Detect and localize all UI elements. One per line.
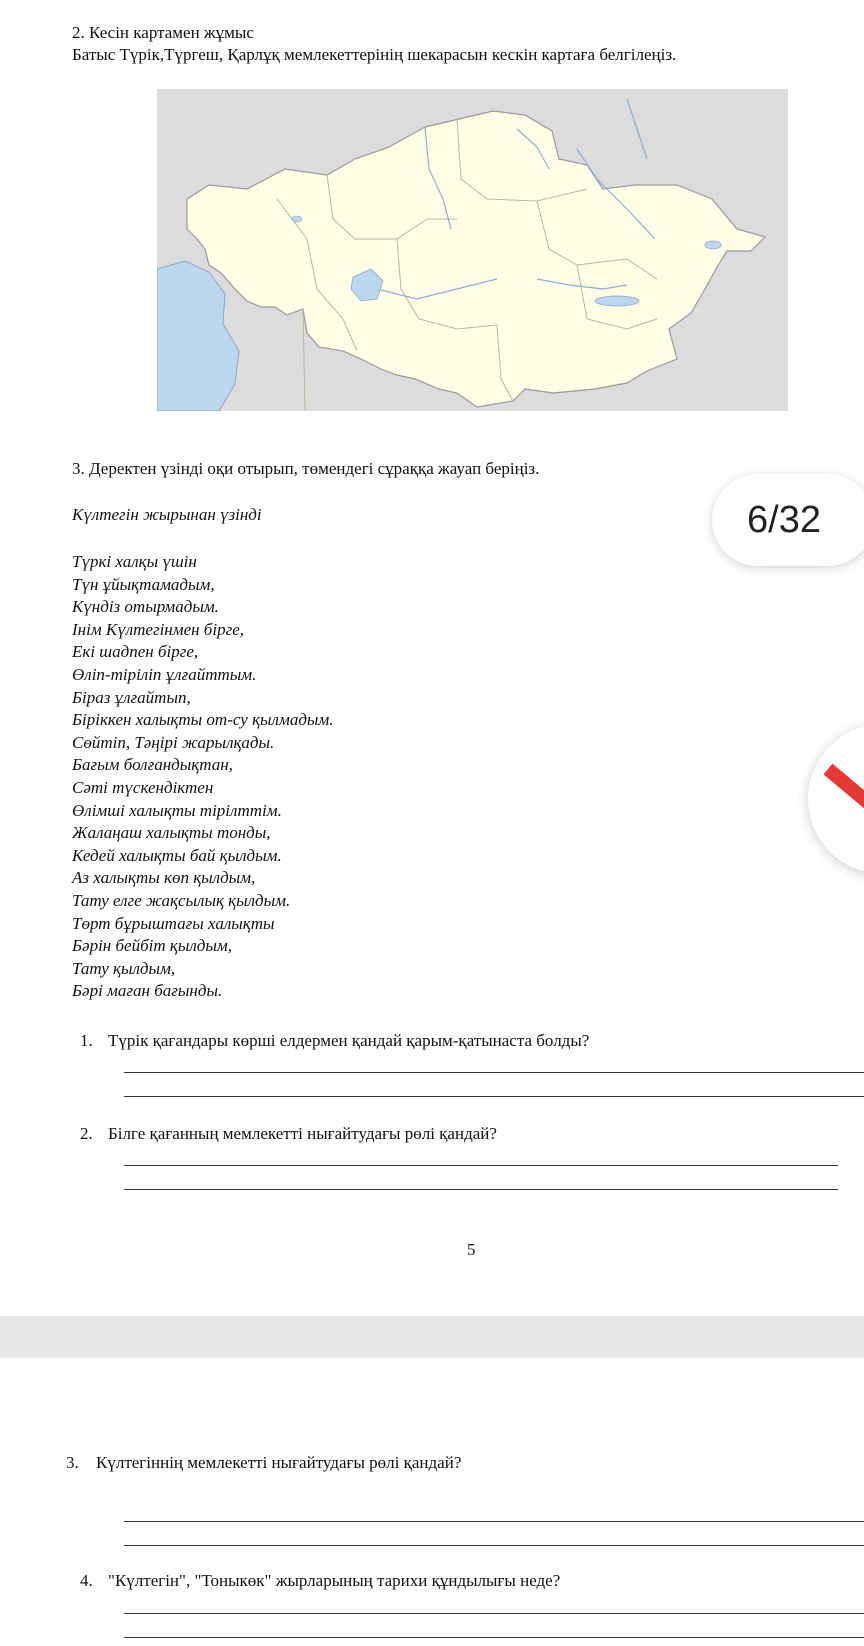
poem-line: Жалаңаш халықты тонды, (72, 823, 271, 843)
task2-heading: 2. Кесін картамен жұмыс (72, 23, 254, 42)
poem (72, 551, 334, 1003)
poem-line: Бәрі маған бағынды. (72, 981, 223, 1001)
contour-map (157, 89, 788, 411)
poem-line: Сөйтіп, Тәңірі жарылқады. (72, 732, 275, 752)
poem-line: Інім Күлтегінмен бірге, (72, 619, 245, 639)
answer-line[interactable] (124, 1545, 864, 1546)
poem-line: Тату қылдым, (72, 958, 176, 978)
question-number: 2. (80, 1124, 93, 1143)
poem-line: Түн ұйықтамадым, (72, 574, 215, 594)
poem-line: Өлімші халықты тірілттім. (72, 800, 282, 820)
poem-line: Өліп-тіріліп ұлғайттым. (72, 664, 257, 684)
poem-line: Біріккен халықты от-су қылмадым. (72, 710, 334, 730)
question-number: 1. (80, 1031, 93, 1050)
question-2-text: Білге қағанның мемлекетті нығайтудағы рөлі қандай? (108, 1124, 497, 1143)
page-number: 5 (467, 1240, 476, 1259)
poem-line: Екі шадпен бірге, (72, 642, 199, 662)
poem-title: Күлтегін жырынан үзінді (72, 505, 262, 524)
answer-line[interactable] (124, 1096, 864, 1097)
answer-line[interactable] (124, 1072, 864, 1073)
pencil-icon (824, 764, 864, 813)
poem-line: Бәрін бейбіт қылдым, (72, 936, 232, 956)
poem-line: Төрт бұрыштағы халықты (72, 913, 275, 933)
poem-line: Кедей халықты бай қылдым. (72, 845, 282, 865)
task3-heading: 3. Деректен үзінді оқи отырып, төмендегі сұраққа жауап беріңіз. (72, 459, 540, 478)
poem-line: Бағым болғандықтан, (72, 755, 233, 775)
page-separator (0, 1316, 864, 1358)
answer-line[interactable] (124, 1165, 838, 1166)
question-3-text: Күлтегіннің мемлекетті нығайтудағы рөлі қандай? (96, 1453, 462, 1472)
question-number: 4. (80, 1571, 93, 1590)
poem-line: Тату елге жақсылық қылдым. (72, 890, 291, 910)
lake-zaysan (705, 241, 721, 249)
answer-line[interactable] (124, 1521, 864, 1522)
lake-balkhash (595, 296, 639, 306)
page-indicator: 6/32 (712, 474, 864, 566)
lake-small (292, 216, 302, 222)
answer-line[interactable] (124, 1613, 864, 1614)
poem-line: Күндіз отырмадым. (72, 597, 219, 617)
question-number: 3. (66, 1453, 79, 1472)
poem-line: Сәті түскендіктен (72, 777, 214, 797)
poem-line: Біраз ұлғайтып, (72, 687, 191, 707)
task2-instruction: Батыс Түрік,Түргеш, Қарлұқ мемлекеттерінің шекарасын кескін картаға белгілеңіз. (72, 45, 677, 64)
question-1-text: Түрік қағандары көрші елдермен қандай қарым-қатынаста болды? (108, 1031, 590, 1050)
poem-line: Аз халықты көп қылдым, (72, 868, 256, 888)
poem-line: Түркі халқы үшін (72, 552, 197, 571)
answer-line[interactable] (124, 1189, 838, 1190)
answer-line[interactable] (124, 1637, 864, 1638)
question-4-text: "Күлтегін", "Тоныкөк" жырларының тарихи құндылығы неде? (108, 1571, 561, 1590)
annotate-fab-button[interactable] (808, 724, 864, 874)
